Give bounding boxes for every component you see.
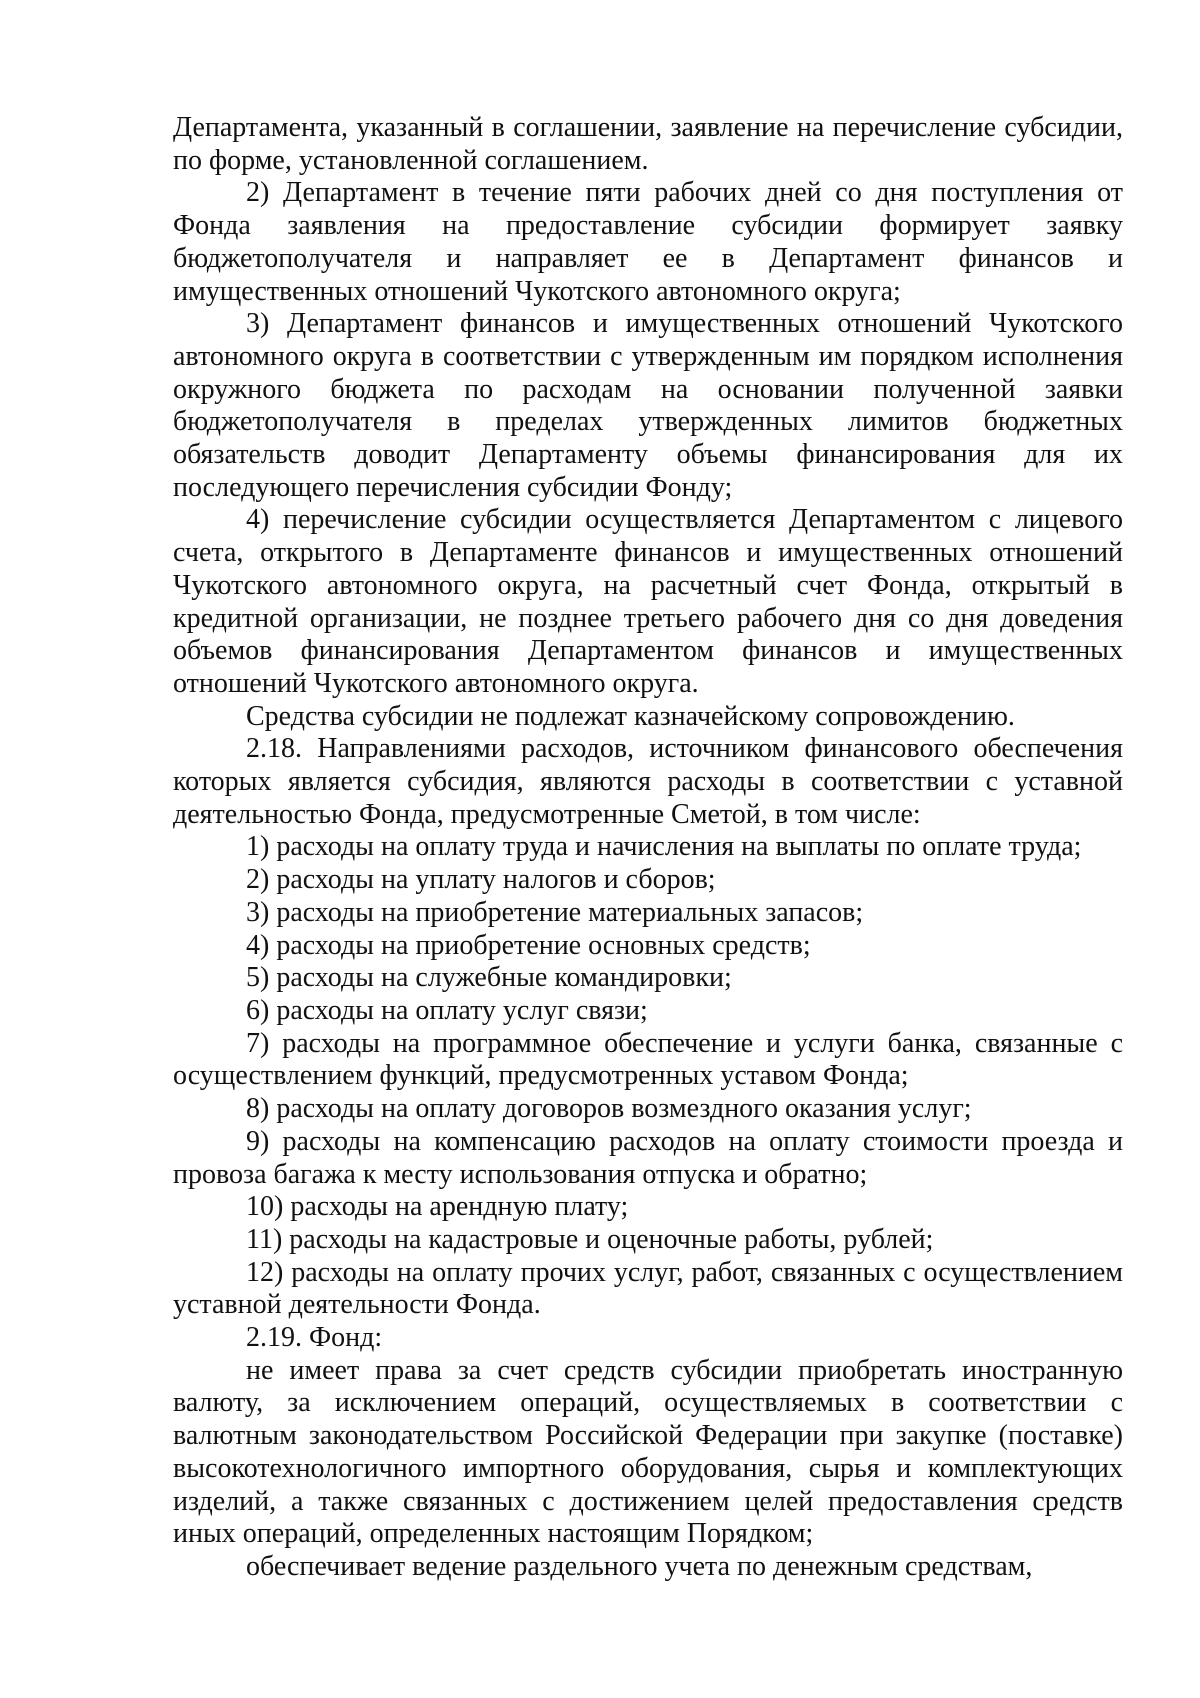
list-item-expense-7: 7) расходы на программное обеспечение и услуги банка, связанные с осуществлением функций, предусмотренных уставом Фонда; (173, 1027, 1123, 1092)
list-item-expense-1: 1) расходы на оплату труда и начисления на выплаты по оплате труда; (246, 831, 1082, 863)
list-item-expense-9: 9) расходы на компенсацию расходов на оплату стоимости проезда и провоза багажа к месту использования отпуска и обратно; (173, 1125, 1123, 1190)
list-item-expense-4: 4) расходы на приобретение основных средств; (246, 929, 811, 961)
list-item-expense-11: 11) расходы на кадастровые и оценочные работы, рублей; (246, 1223, 934, 1255)
paragraph-item-2: 2) Департамент в течение пяти рабочих дней со дня поступления от Фонда заявления на предоставление субсидии формирует заявку бюджетополучателя и направляет ее в Департамент финансов и имущественных отношений Чукотского автономного округа; (173, 177, 1123, 307)
paragraph-section-2-18: 2.18. Направлениями расходов, источником финансового обеспечения которых является субсидия, являются расходы в соответствии с уставной деятельностью Фонда, предусмотренные Сметой, в том числе: (173, 733, 1123, 830)
paragraph-separate-accounting: обеспечивает ведение раздельного учета по денежным средствам, (246, 1550, 1033, 1582)
list-item-expense-2: 2) расходы на уплату налогов и сборов; (246, 864, 716, 896)
paragraph-treasury-note: Средства субсидии не подлежат казначейскому сопровождению. (246, 700, 1015, 732)
list-item-expense-6: 6) расходы на оплату услуг связи; (246, 994, 648, 1026)
list-item-expense-3: 3) расходы на приобретение материальных запасов; (246, 896, 864, 928)
paragraph-item-4: 4) перечисление субсидии осуществляется Департаментом с лицевого счета, открытого в Департаменте финансов и имущественных отношений Чукотского автономного округа, на расчетный счет Фонда, открытый в кредитной организации, не позднее третьего рабочего дня со дня доведения объемов финансирования Департаментом финансов и имущественных отношений Чукотского автономного округа. (173, 504, 1123, 699)
list-item-expense-8: 8) расходы на оплату договоров возмездного оказания услуг; (246, 1093, 972, 1125)
paragraph-continuation: Департамента, указанный в соглашении, заявление на перечисление субсидии, по форме, установленной соглашением. (173, 112, 1123, 176)
list-item-expense-12: 12) расходы на оплату прочих услуг, работ, связанных с осуществлением уставной деятельности Фонда. (173, 1256, 1123, 1321)
list-item-expense-10: 10) расходы на арендную плату; (246, 1191, 629, 1223)
paragraph-currency-restriction: не имеет права за счет средств субсидии приобретать иностранную валюту, за исключением операций, осуществляемых в соответствии с валютным законодательством Российской Федерации при закупке (поставке) высокотехнологичного импортного оборудования, сырья и комплектующих изделий, а также связанных с достижением целей предоставления средств иных операций, определенных настоящим Порядком; (173, 1354, 1123, 1550)
document-body (173, 112, 1123, 1584)
paragraph-item-3: 3) Департамент финансов и имущественных отношений Чукотского автономного округа в соответствии с утвержденным им порядком исполнения окружного бюджета по расходам на основании полученной заявки бюджетополучателя в пределах утвержденных лимитов бюджетных обязательств доводит Департаменту объемы финансирования для их последующего перечисления субсидии Фонду; (173, 308, 1123, 503)
paragraph-section-2-19: 2.19. Фонд: (246, 1322, 383, 1354)
list-item-expense-5: 5) расходы на служебные командировки; (246, 962, 732, 994)
